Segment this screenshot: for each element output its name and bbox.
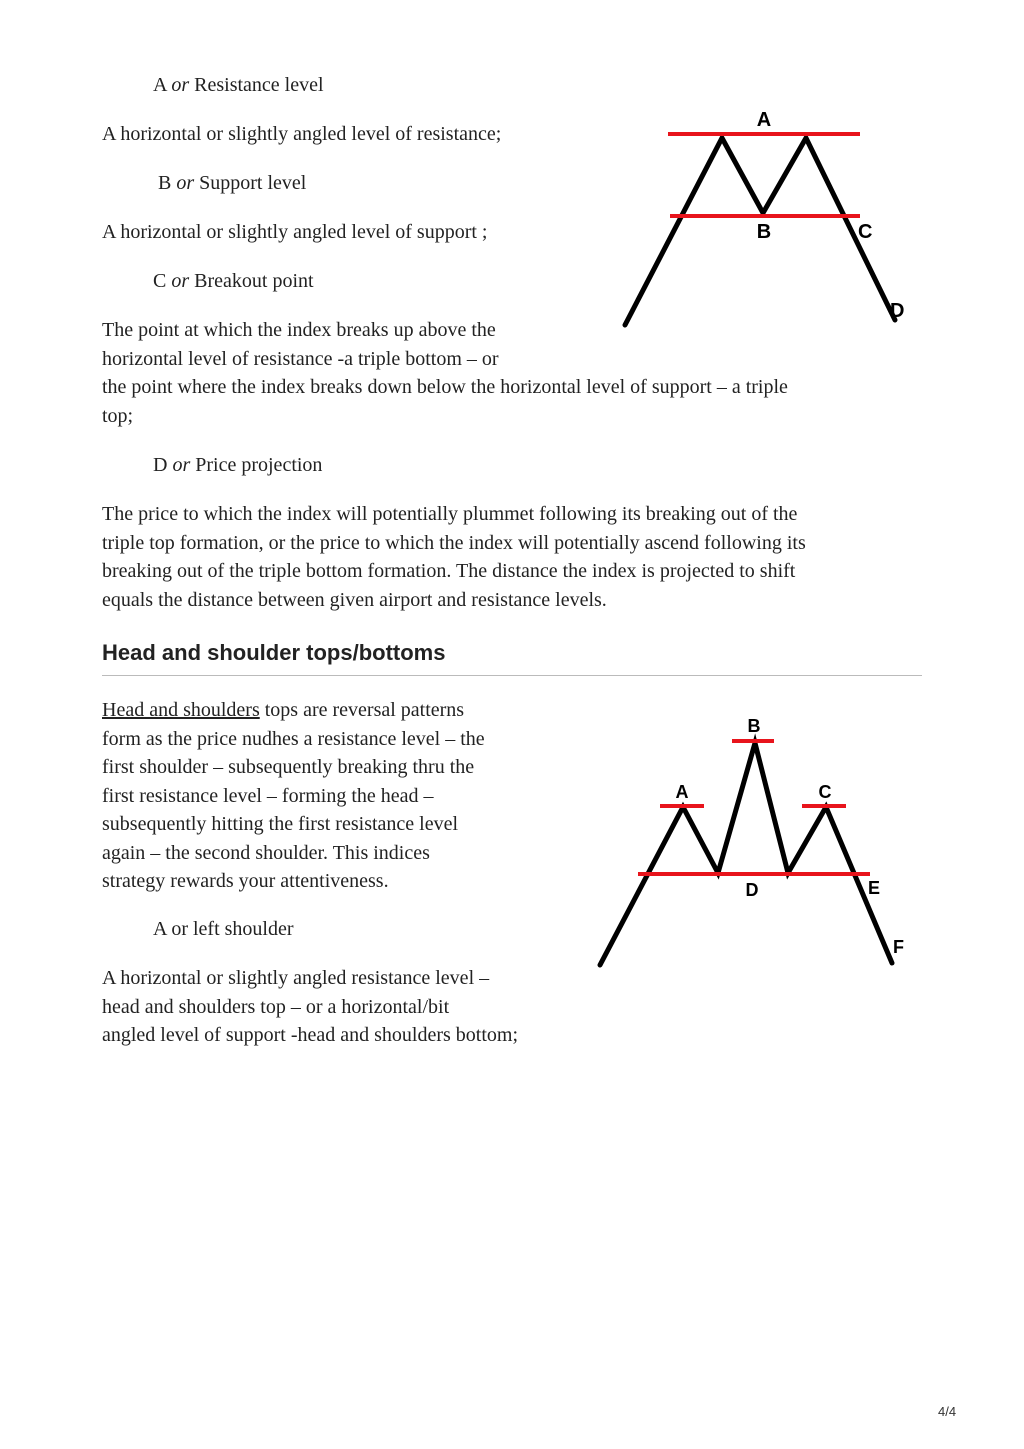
breakout-point-title: C or Breakout point bbox=[153, 270, 314, 292]
label-e: E bbox=[868, 878, 881, 898]
left-shoulder-description: A horizontal or slightly angled resistance level – head and shoulders top – or a horizontal/bit angled level of support -head and shoulders bottom; bbox=[102, 967, 519, 1046]
label-a: A bbox=[756, 109, 772, 131]
breakout-point-description: The point at which the index breaks up above the horizontal level of resistance -a triple bottom – or the point where the index breaks down below the horizontal level of support – a triple top; bbox=[102, 319, 788, 427]
support-level-description: A horizontal or slightly angled level of support ; bbox=[102, 221, 488, 243]
support-level-title: B or Support level bbox=[158, 172, 307, 194]
triple-top-diagram bbox=[600, 100, 930, 340]
page-number: 4/4 bbox=[938, 1404, 957, 1419]
resistance-level-description: A horizontal or slightly angled level of resistance; bbox=[102, 123, 502, 145]
price-projection-description: The price to which the index will potentially plummet following its breaking out of the triple top formation, or the price to which the index will potentially ascend following its breaking out of the triple bottom formation. The distance the index is projected to shift equals the distance between given airport and resistance levels. bbox=[102, 503, 806, 611]
label-b: B bbox=[756, 221, 772, 243]
head-and-shoulders-intro: Head and shoulders tops are reversal patterns form as the price nudhes a resistance level – the first shoulder – subsequently breaking thru the first resistance level – forming the head – subsequently hitting the first resistance level again – the second shoulder. This indices strategy rewards your attentiveness. bbox=[102, 699, 485, 892]
label-b: B bbox=[747, 716, 761, 736]
label-a: A bbox=[675, 782, 689, 802]
head-and-shoulders-link[interactable]: Head and shoulders bbox=[102, 699, 260, 721]
head-and-shoulders-price-line bbox=[600, 743, 892, 965]
label-d: D bbox=[890, 300, 905, 322]
label-d: D bbox=[745, 880, 759, 900]
label-f: F bbox=[893, 937, 904, 957]
label-c: C bbox=[818, 782, 832, 802]
section-heading: Head and shoulder tops/bottoms bbox=[102, 640, 446, 665]
left-shoulder-title: A or left shoulder bbox=[153, 918, 294, 940]
heading-divider bbox=[102, 675, 922, 676]
head-and-shoulders-diagram bbox=[590, 705, 920, 975]
label-c: C bbox=[858, 221, 873, 243]
resistance-level-title: A or Resistance level bbox=[153, 74, 324, 96]
price-projection-title: D or Price projection bbox=[153, 454, 323, 476]
